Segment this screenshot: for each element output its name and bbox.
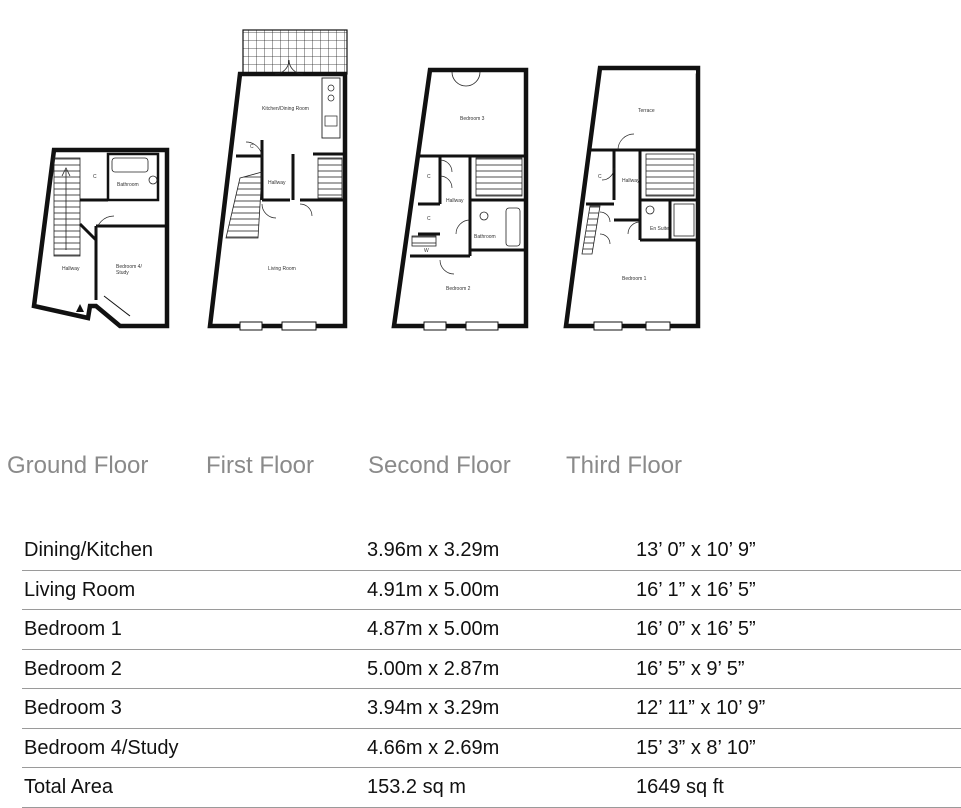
basin-icon xyxy=(149,176,157,184)
room-label: C xyxy=(427,216,431,222)
floor-labels xyxy=(0,452,961,488)
room-label: Bedroom 4/ Study xyxy=(116,264,142,276)
table-row xyxy=(22,729,961,769)
table-row xyxy=(22,531,961,571)
imperial-dimensions: 16’ 5” x 9’ 5” xyxy=(636,657,745,680)
third-stairs xyxy=(646,154,694,196)
room-label: C xyxy=(598,174,602,180)
room-label: Bathroom xyxy=(474,234,496,240)
metric-dimensions: 5.00m x 2.87m xyxy=(367,657,500,680)
imperial-dimensions: 16’ 1” x 16’ 5” xyxy=(636,578,756,601)
room-label: W xyxy=(424,248,429,254)
hob-icon xyxy=(328,95,334,101)
room-label: Bathroom xyxy=(117,182,139,188)
third-window xyxy=(646,322,670,330)
ground-internal-walls xyxy=(80,200,167,300)
floor-label-ground: Ground Floor xyxy=(7,452,149,479)
second-window xyxy=(424,322,446,330)
imperial-dimensions: 12’ 11” x 10’ 9” xyxy=(636,697,766,719)
room-name: Dining/Kitchen xyxy=(24,539,153,561)
first-stairs xyxy=(318,158,342,198)
imperial-dimensions: 15’ 3” x 8’ 10” xyxy=(636,736,756,759)
room-label: C xyxy=(427,174,431,180)
metric-dimensions: 4.66m x 2.69m xyxy=(367,736,500,759)
entrance-arrow-icon xyxy=(76,304,84,312)
floor-label-second: Second Floor xyxy=(368,452,511,479)
room-name: Bedroom 2 xyxy=(24,657,122,680)
room-label: Bedroom 1 xyxy=(622,276,647,282)
table-row xyxy=(22,689,961,729)
first-stairs-flight xyxy=(226,172,262,238)
room-label: Kitchen/Dining Room xyxy=(262,106,309,112)
table-row xyxy=(22,571,961,611)
third-floor-plan xyxy=(566,68,698,330)
sink-icon xyxy=(325,116,337,126)
room-name: Bedroom 3 xyxy=(24,697,122,719)
room-label: C xyxy=(250,144,254,150)
imperial-dimensions: 16’ 0” x 16’ 5” xyxy=(636,618,756,640)
balcony-grid xyxy=(243,30,347,74)
second-balcony-doors xyxy=(452,72,480,86)
room-name: Total Area xyxy=(24,776,113,798)
room-label: En Suite xyxy=(650,226,669,232)
basin-icon xyxy=(646,206,654,214)
kitchen-counter xyxy=(322,78,340,138)
room-label: Hallway xyxy=(268,180,286,186)
room-dimensions-table xyxy=(22,531,961,808)
room-name: Bedroom 4/Study xyxy=(24,736,179,759)
wardrobe-icon xyxy=(582,206,600,254)
room-label: Hallway xyxy=(446,198,464,204)
bath-icon xyxy=(506,208,520,246)
ground-floor-plan xyxy=(34,150,167,326)
room-label: Bedroom 2 xyxy=(446,286,471,292)
first-window xyxy=(240,322,262,330)
table-row xyxy=(22,650,961,690)
metric-dimensions: 4.87m x 5.00m xyxy=(367,618,500,640)
bath-icon xyxy=(112,158,148,172)
metric-dimensions: 4.91m x 5.00m xyxy=(367,578,500,601)
room-label: C xyxy=(93,174,97,180)
shower-icon xyxy=(674,204,694,236)
metric-dimensions: 3.94m x 3.29m xyxy=(367,697,500,719)
imperial-dimensions: 13’ 0” x 10’ 9” xyxy=(636,539,756,561)
room-label: Living Room xyxy=(268,266,296,272)
second-window xyxy=(466,322,498,330)
third-floor-outline xyxy=(566,68,698,326)
room-label: Hallway xyxy=(622,178,640,184)
table-row xyxy=(22,610,961,650)
room-label: Hallway xyxy=(62,266,80,272)
ground-stairs xyxy=(54,158,80,256)
metric-dimensions: 153.2 sq m xyxy=(367,776,466,798)
imperial-dimensions: 1649 sq ft xyxy=(636,776,724,798)
floor-plans xyxy=(0,0,961,340)
room-name: Bedroom 1 xyxy=(24,618,122,640)
table-row-total xyxy=(22,768,961,808)
metric-dimensions: 3.96m x 3.29m xyxy=(367,539,500,561)
first-floor-plan xyxy=(210,30,347,330)
basin-icon xyxy=(480,212,488,220)
hob-icon xyxy=(328,85,334,91)
second-floor-plan xyxy=(394,70,526,330)
first-window xyxy=(282,322,316,330)
floor-label-first: First Floor xyxy=(206,452,314,479)
room-label: Bedroom 3 xyxy=(460,116,485,122)
wardrobe-icon xyxy=(412,236,436,246)
room-label: Terrace xyxy=(638,108,655,114)
second-stairs xyxy=(476,158,522,196)
floor-label-third: Third Floor xyxy=(566,452,683,479)
third-window xyxy=(594,322,622,330)
room-name: Living Room xyxy=(24,578,136,601)
